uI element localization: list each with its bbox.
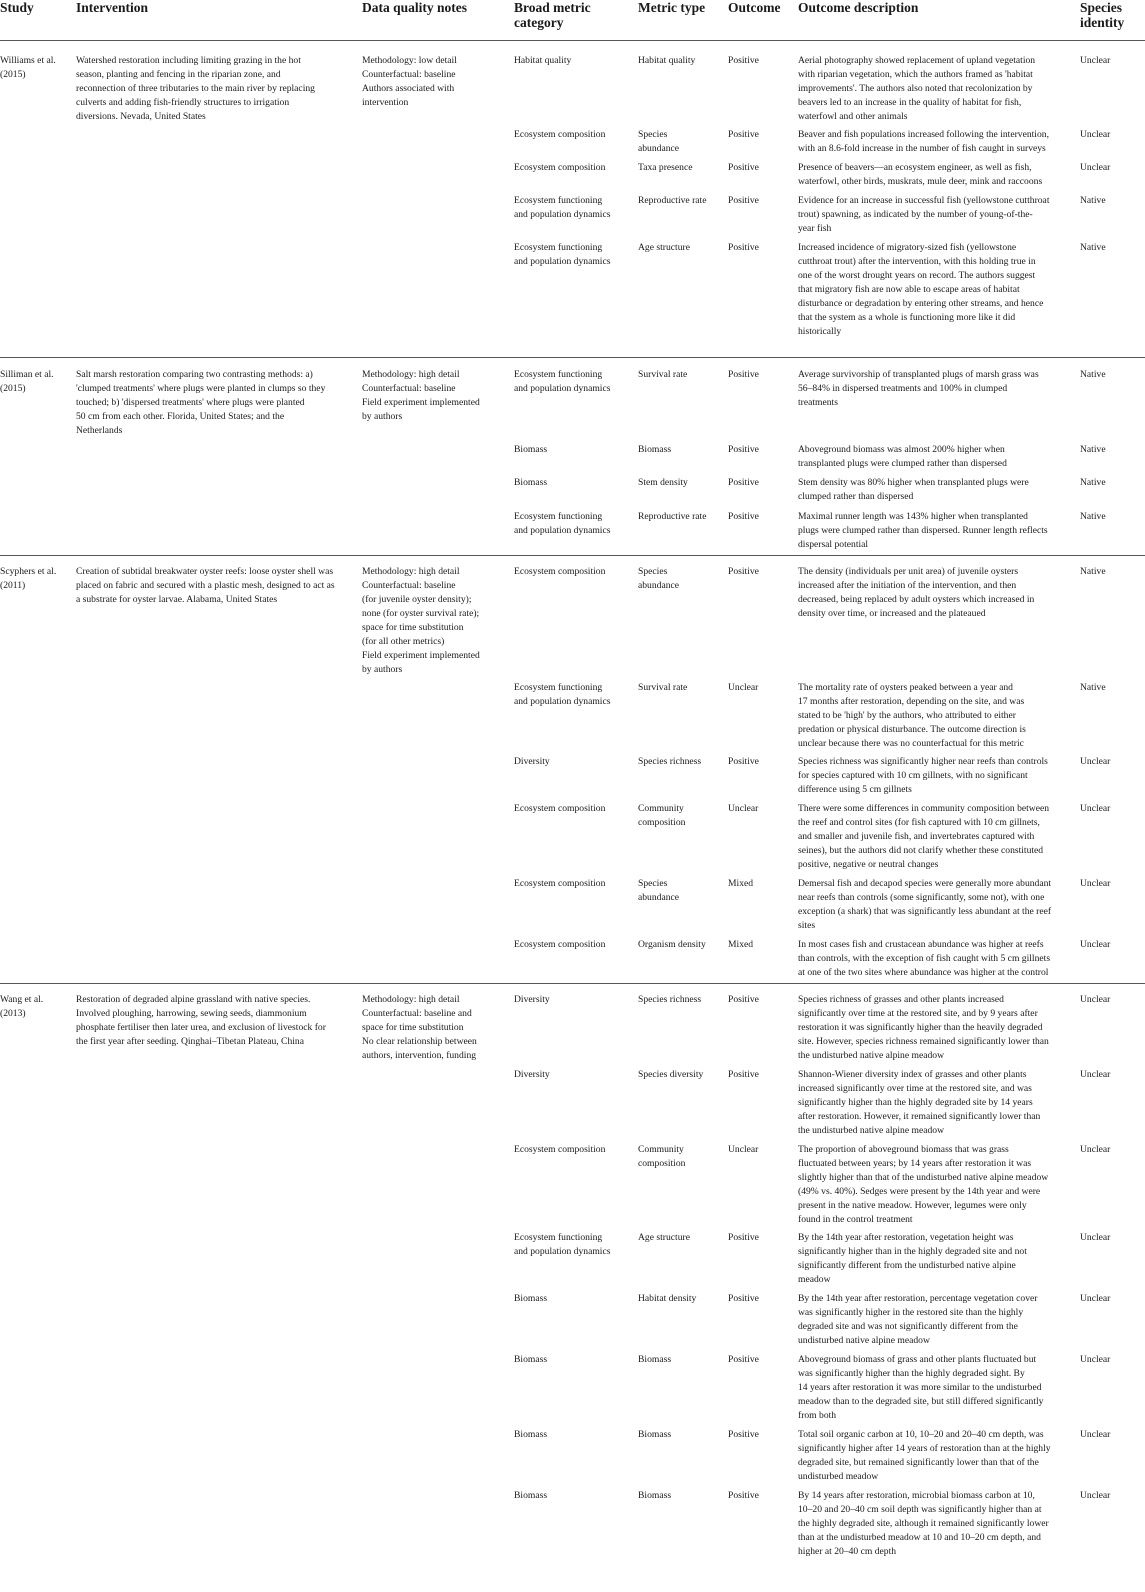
species-identity-cell: Unclear — [1080, 939, 1111, 950]
metric-type-cell: Species diversity — [638, 1069, 704, 1080]
outcome-cell: Positive — [728, 129, 759, 140]
outcome-cell: Unclear — [728, 682, 759, 693]
metric-type-cell: Species abundance — [638, 566, 680, 591]
outcome-description-cell: Species richness of grasses and other plants increased significantly over time at the restored site, and by 9 years after restoration it was significantly higher than the heavily degraded site. However, species richness remained significantly lower than the undisturbed native alpine meadow — [798, 994, 1049, 1061]
metric-type-cell: Age structure — [638, 1232, 690, 1243]
outcome-cell: Positive — [728, 162, 759, 173]
broad-metric-cell: Ecosystem composition — [514, 566, 606, 577]
species-identity-cell: Unclear — [1080, 803, 1111, 814]
species-identity-cell: Native — [1080, 477, 1106, 488]
data-quality-notes: Methodology: high detail Counterfactual: baseline (for juvenile oyster density); none (for oyster survival rate); space for time substitution (for all other metrics) Field experiment implemented by authors — [362, 566, 480, 675]
broad-metric-cell: Ecosystem functioning and population dynamics — [514, 369, 611, 394]
broad-metric-cell: Diversity — [514, 994, 550, 1005]
outcome-cell: Positive — [728, 511, 759, 522]
outcome-cell: Unclear — [728, 803, 759, 814]
species-identity-cell: Unclear — [1080, 756, 1111, 767]
outcome-cell: Positive — [728, 1293, 759, 1304]
species-identity-cell: Native — [1080, 242, 1106, 253]
header-rule — [0, 40, 1145, 41]
species-identity-cell: Unclear — [1080, 162, 1111, 173]
study-name: Silliman et al. (2015) — [0, 369, 54, 394]
outcome-cell: Positive — [728, 566, 759, 577]
species-identity-cell: Native — [1080, 444, 1106, 455]
study-divider — [0, 357, 1145, 358]
outcome-description-cell: In most cases fish and crustacean abundance was higher at reefs than controls, with the exception of fish caught with 5 cm gillnets at one of the two sites where abundance was higher at the control — [798, 939, 1051, 978]
outcome-cell: Positive — [728, 477, 759, 488]
outcome-cell: Positive — [728, 1354, 759, 1365]
outcome-cell: Positive — [728, 195, 759, 206]
broad-metric-cell: Ecosystem composition — [514, 803, 606, 814]
metric-type-cell: Habitat quality — [638, 55, 696, 66]
header-broad-metric: Broad metric category — [514, 0, 591, 30]
species-identity-cell: Unclear — [1080, 129, 1111, 140]
broad-metric-cell: Ecosystem functioning and population dynamics — [514, 1232, 611, 1257]
outcome-description-cell: Total soil organic carbon at 10, 10–20 and 20–40 cm depth, was significantly higher after 14 years of restoration than at the highly degraded site, but remained significantly lower than that of the undisturbed meadow — [798, 1429, 1051, 1482]
metric-type-cell: Species richness — [638, 994, 702, 1005]
metric-type-cell: Biomass — [638, 1429, 672, 1440]
broad-metric-cell: Habitat quality — [514, 55, 572, 66]
outcome-description-cell: Demersal fish and decapod species were generally more abundant near reefs than controls (some significantly, some not), with one exception (a shark) that was significantly less abundant at the reef sites — [798, 878, 1052, 931]
outcome-description-cell: Presence of beavers—an ecosystem engineer, as well as fish, waterfowl, other birds, muskrats, mule deer, mink and raccoons — [798, 162, 1043, 187]
outcome-description-cell: The mortality rate of oysters peaked between a year and 17 months after restoration, depending on the site, and was stated to be 'high' by the authors, who attributed to either predation or physical disturbance. The outcome direction is unclear because there was no counterfactual for this metric — [798, 682, 1026, 749]
outcome-description-cell: Maximal runner length was 143% higher when transplanted plugs were clumped rather than dispersed. Runner length reflects dispersal potential — [798, 511, 1048, 550]
outcome-description-cell: The proportion of aboveground biomass that was grass fluctuated between years; by 14 years after restoration it was slightly higher than that of the undisturbed native alpine meadow (49% vs. 40%). Sedges were present by the 14th year and were present in the native meadow. However, legumes were only found in the control treatment — [798, 1144, 1049, 1225]
outcome-cell: Unclear — [728, 1144, 759, 1155]
outcome-description-cell: Aboveground biomass of grass and other plants fluctuated but was significantly higher than the highly degraded sight. By 14 years after restoration it was more similar to the undisturbed meadow than to the degraded site, but still differed significantly from both — [798, 1354, 1044, 1421]
metric-type-cell: Species abundance — [638, 878, 680, 903]
metric-type-cell: Stem density — [638, 477, 688, 488]
outcome-description-cell: Shannon-Wiener diversity index of grasses and other plants increased significantly over time at the restored site, and was significantly higher than the highly degraded site by 14 years after restoration. However, it remained significantly lower than the undisturbed native alpine meadow — [798, 1069, 1041, 1136]
broad-metric-cell: Ecosystem functioning and population dynamics — [514, 242, 611, 267]
broad-metric-cell: Biomass — [514, 1354, 548, 1365]
broad-metric-cell: Biomass — [514, 1490, 548, 1501]
outcome-description-cell: Increased incidence of migratory-sized fish (yellowstone cutthroat trout) after the intervention, with this holding true in one of the worst drought years on record. The authors suggest that migratory fish are now able to escape areas of habitat disturbance or degradation by entering other streams, and hence that the system as a whole is functioning more like it did historically — [798, 242, 1044, 337]
broad-metric-cell: Ecosystem composition — [514, 1144, 606, 1155]
header-outcome-description: Outcome description — [798, 0, 919, 15]
metric-type-cell: Organism density — [638, 939, 706, 950]
metric-type-cell: Habitat density — [638, 1293, 697, 1304]
outcome-cell: Positive — [728, 994, 759, 1005]
header-intervention: Intervention — [76, 0, 148, 15]
outcome-cell: Positive — [728, 444, 759, 455]
data-quality-notes: Methodology: low detail Counterfactual: baseline Authors associated with intervention — [362, 55, 457, 108]
outcome-cell: Positive — [728, 1429, 759, 1440]
species-identity-cell: Unclear — [1080, 1069, 1111, 1080]
broad-metric-cell: Ecosystem composition — [514, 162, 606, 173]
species-identity-cell: Unclear — [1080, 1293, 1111, 1304]
header-outcome: Outcome — [728, 0, 781, 15]
species-identity-cell: Native — [1080, 566, 1106, 577]
broad-metric-cell: Biomass — [514, 444, 548, 455]
metric-type-cell: Survival rate — [638, 369, 688, 380]
species-identity-cell: Unclear — [1080, 1232, 1111, 1243]
species-identity-cell: Unclear — [1080, 994, 1111, 1005]
metric-type-cell: Species abundance — [638, 129, 680, 154]
outcome-description-cell: There were some differences in community composition between the reef and control sites (for fish captured with 10 cm gillnets, and smaller and juvenile fish, and invertebrates captured with seines), but the authors did not clarify whether these constituted positive, negative or neutral changes — [798, 803, 1050, 870]
broad-metric-cell: Diversity — [514, 756, 550, 767]
metric-type-cell: Reproductive rate — [638, 511, 707, 522]
data-quality-notes: Methodology: high detail Counterfactual: baseline Field experiment implemented by authors — [362, 369, 480, 422]
outcome-description-cell: By the 14th year after restoration, percentage vegetation cover was significantly higher in the restored site than the highly degraded site and was not significantly different from the undisturbed native alpine meadow — [798, 1293, 1038, 1346]
metric-type-cell: Community composition — [638, 1144, 686, 1169]
intervention-text: Watershed restoration including limiting grazing in the hot season, planting and fencing in the riparian zone, and reconnection of three tributaries to the main river by replacing culverts and adding fish-friendly structures to irrigation diversions. Nevada, United States — [76, 55, 315, 122]
outcome-description-cell: The density (individuals per unit area) of juvenile oysters increased after the initiation of the intervention, and then decreased, being replaced by adult oysters which increased in density over time, or increased and the plateaued — [798, 566, 1035, 619]
metric-type-cell: Reproductive rate — [638, 195, 707, 206]
outcome-cell: Positive — [728, 242, 759, 253]
species-identity-cell: Unclear — [1080, 55, 1111, 66]
outcome-cell: Positive — [728, 1490, 759, 1501]
metric-type-cell: Biomass — [638, 444, 672, 455]
species-identity-cell: Unclear — [1080, 1144, 1111, 1155]
study-divider — [0, 555, 1145, 556]
broad-metric-cell: Ecosystem composition — [514, 129, 606, 140]
outcome-description-cell: Beaver and fish populations increased following the intervention, with an 8.6-fold increase in the number of fish caught in surveys — [798, 129, 1049, 154]
outcome-description-cell: By 14 years after restoration, microbial biomass carbon at 10, 10–20 and 20–40 cm soil depth was significantly higher than at the highly degraded site, although it remained significantly lower than at the undisturbed meadow at 10 and 10–20 cm depth, and higher at 20–40 cm depth — [798, 1490, 1049, 1557]
outcome-description-cell: Average survivorship of transplanted plugs of marsh grass was 56–84% in dispersed treatments and 100% in clumped treatments — [798, 369, 1039, 408]
species-identity-cell: Native — [1080, 682, 1106, 693]
outcome-cell: Mixed — [728, 878, 754, 889]
header-data-quality: Data quality notes — [362, 0, 468, 15]
broad-metric-cell: Biomass — [514, 1293, 548, 1304]
study-divider — [0, 983, 1145, 984]
species-identity-cell: Unclear — [1080, 878, 1111, 889]
species-identity-cell: Unclear — [1080, 1354, 1111, 1365]
broad-metric-cell: Ecosystem functioning and population dynamics — [514, 511, 611, 536]
intervention-text: Creation of subtidal breakwater oyster reefs: loose oyster shell was placed on fabric and secured with a plastic mesh, designed to act as a substrate for oyster larvae. Alabama, United States — [76, 566, 335, 605]
metric-type-cell: Age structure — [638, 242, 690, 253]
metric-type-cell: Community composition — [638, 803, 686, 828]
metric-type-cell: Survival rate — [638, 682, 688, 693]
species-identity-cell: Native — [1080, 369, 1106, 380]
broad-metric-cell: Ecosystem functioning and population dynamics — [514, 195, 611, 220]
species-identity-cell: Native — [1080, 195, 1106, 206]
broad-metric-cell: Biomass — [514, 1429, 548, 1440]
species-identity-cell: Unclear — [1080, 1429, 1111, 1440]
intervention-text: Restoration of degraded alpine grassland with native species. Involved ploughing, harrowing, sewing seeds, diammonium phosphate fertiliser then later urea, and exclusion of livestock for the first year after seeding. Qinghai–Tibetan Plateau, China — [76, 994, 326, 1047]
header-metric-type: Metric type — [638, 0, 706, 15]
outcome-cell: Positive — [728, 756, 759, 767]
metric-type-cell: Biomass — [638, 1354, 672, 1365]
outcome-description-cell: Stem density was 80% higher when transplanted plugs were clumped rather than dispersed — [798, 477, 1029, 502]
species-identity-cell: Native — [1080, 511, 1106, 522]
broad-metric-cell: Ecosystem composition — [514, 939, 606, 950]
study-name: Williams et al. (2015) — [0, 55, 56, 80]
outcome-description-cell: Evidence for an increase in successful fish (yellowstone cutthroat trout) spawning, as indicated by the number of young-of-the- year fish — [798, 195, 1050, 234]
metric-type-cell: Taxa presence — [638, 162, 693, 173]
outcome-description-cell: Aerial photography showed replacement of upland vegetation with riparian vegetation, which the authors framed as 'habitat improvements'. The authors also noted that recolonization by beavers led to an increase in the quality of habitat for fish, waterfowl and other animals — [798, 55, 1036, 122]
study-name: Wang et al. (2013) — [0, 994, 44, 1019]
outcome-cell: Positive — [728, 369, 759, 380]
broad-metric-cell: Diversity — [514, 1069, 550, 1080]
outcome-cell: Positive — [728, 55, 759, 66]
outcome-cell: Positive — [728, 1069, 759, 1080]
broad-metric-cell: Ecosystem functioning and population dynamics — [514, 682, 611, 707]
data-quality-notes: Methodology: high detail Counterfactual: baseline and space for time substitution No clear relationship between authors, intervention, funding — [362, 994, 477, 1061]
study-name: Scyphers et al. (2011) — [0, 566, 57, 591]
broad-metric-cell: Biomass — [514, 477, 548, 488]
metric-type-cell: Biomass — [638, 1490, 672, 1501]
header-species-identity: Species identity — [1080, 0, 1125, 30]
header-study: Study — [0, 0, 34, 15]
outcome-description-cell: Aboveground biomass was almost 200% higher when transplanted plugs were clumped rather than dispersed — [798, 444, 1007, 469]
outcome-cell: Positive — [728, 1232, 759, 1243]
intervention-text: Salt marsh restoration comparing two contrasting methods: a) 'clumped treatments' where plugs were planted in clumps so they touched; b) 'dispersed treatments' where plugs were planted 50 cm from each other. Florida, United States; and the Netherlands — [76, 369, 326, 436]
outcome-description-cell: Species richness was significantly higher near reefs than controls for species captured with 10 cm gillnets, with no significant difference using 5 cm gillnets — [798, 756, 1048, 795]
outcome-cell: Mixed — [728, 939, 754, 950]
metric-type-cell: Species richness — [638, 756, 702, 767]
species-identity-cell: Unclear — [1080, 1490, 1111, 1501]
broad-metric-cell: Ecosystem composition — [514, 878, 606, 889]
outcome-description-cell: By the 14th year after restoration, vegetation height was significantly higher than in the highly degraded site and not significantly different from the undisturbed native alpine meadow — [798, 1232, 1027, 1285]
